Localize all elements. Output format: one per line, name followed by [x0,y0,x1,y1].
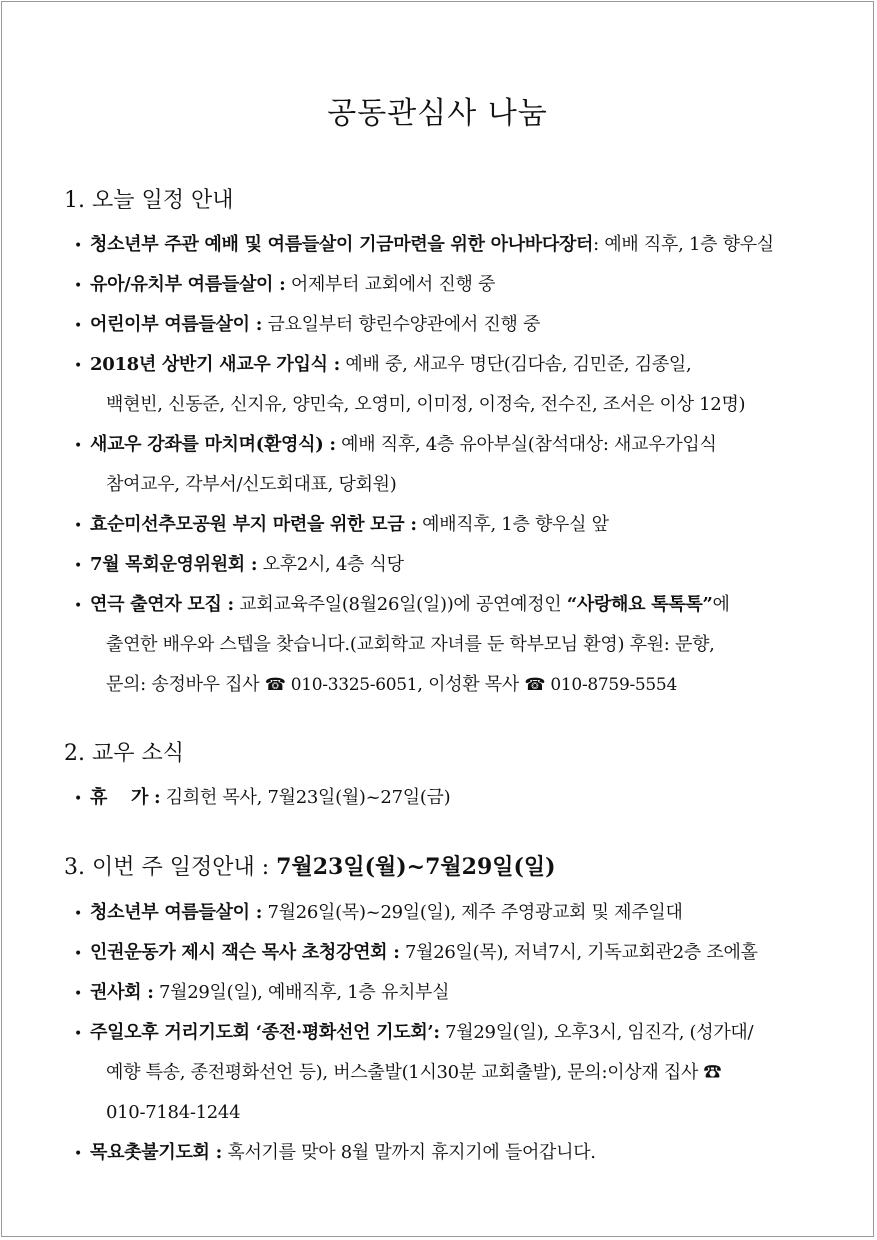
phone-number: ☎ 010-8759-5554 [524,675,677,695]
bullet: • [74,791,82,807]
list-item: • 인권운동가 제시 잭슨 목사 초청강연회 : 7월26일(목), 저녁7시, 기독교회관2층 조에홀 [74,933,814,973]
bullet: • [74,358,82,374]
list-item: • 목요촛불기도회 : 혹서기를 맞아 8월 말까지 휴지기에 들어갑니다. [74,1133,814,1173]
bullet: • [74,986,82,1002]
section-heading-today-schedule: 1. 오늘 일정 안내 [64,188,234,213]
section-heading-this-week: 3. 이번 주 일정안내 : 7월23일(월)~7월29일(일) [64,854,556,880]
list-item: • 연극 출연자 모집 : 교회교육주일(8월26일(일))에 공연예정인 “사랑해요 톡톡톡”에 출연한 배우와 스텝을 찾습니다.(교회학교 자녀를 둔 학부모님 환영) 후원: 문향, 문의: 송정바우 집사 ☎ 010-3325-6051, 이성환 목사 ☎ 010-8759-5554 [74,585,814,705]
section-heading-member-news: 2. 교우 소식 [64,741,184,766]
bullet: • [74,238,82,254]
bullet: • [74,518,82,534]
list-item: • 7월 목회운영위원회 : 오후2시, 4층 식당 [74,545,814,585]
list-item: • 휴 가 : 김희헌 목사, 7월23일(월)~27일(금) [74,778,814,818]
list-item: • 청소년부 주관 예배 및 여름들살이 기금마련을 위한 아나바다장터: 예배 직후, 1층 향우실 [74,225,814,265]
list-item: • 청소년부 여름들살이 : 7월26일(목)~29일(일), 제주 주영광교회 및 제주일대 [74,893,814,933]
phone-number: ☎ 010-3325-6051 [264,675,418,695]
list-item: • 새교우 강좌를 마치며(환영식) : 예배 직후, 4층 유아부실(참석대상: 새교우가입식 참여교우, 각부서/신도회대표, 당회원) [74,425,814,505]
list-item: • 2018년 상반기 새교우 가입식 : 예배 중, 새교우 명단(김다솜, 김민준, 김종일, 백현빈, 신동준, 신지유, 양민숙, 오영미, 이미정, 이정숙, 전수진, 조서은 이상 12명) [74,345,814,425]
document-page [1,1,874,1237]
bullet: • [74,278,82,294]
bullet: • [74,906,82,922]
bullet: • [74,318,82,334]
bullet: • [74,1146,82,1162]
bullet: • [74,558,82,574]
list-item: • 권사회 : 7월29일(일), 예배직후, 1층 유치부실 [74,973,814,1013]
bullet: • [74,946,82,962]
page-title: 공동관심사 나눔 [327,96,548,131]
list-item: • 어린이부 여름들살이 : 금요일부터 향린수양관에서 진행 중 [74,305,814,345]
list-item: • 효순미선추모공원 부지 마련을 위한 모금 : 예배직후, 1층 향우실 앞 [74,505,814,545]
bullet: • [74,598,82,614]
bullet: • [74,1026,82,1042]
bullet: • [74,438,82,454]
list-item: • 주일오후 거리기도회 ‘종전·평화선언 기도회’: 7월29일(일), 오후3시, 임진각, (성가대/ 예향 특송, 종전평화선언 등), 버스출발(1시30분 교회출발), 문의:이상재 집사 ☎ 010-7184-1244 [74,1013,814,1133]
list-item: • 유아/유치부 여름들살이 : 어제부터 교회에서 진행 중 [74,265,814,305]
